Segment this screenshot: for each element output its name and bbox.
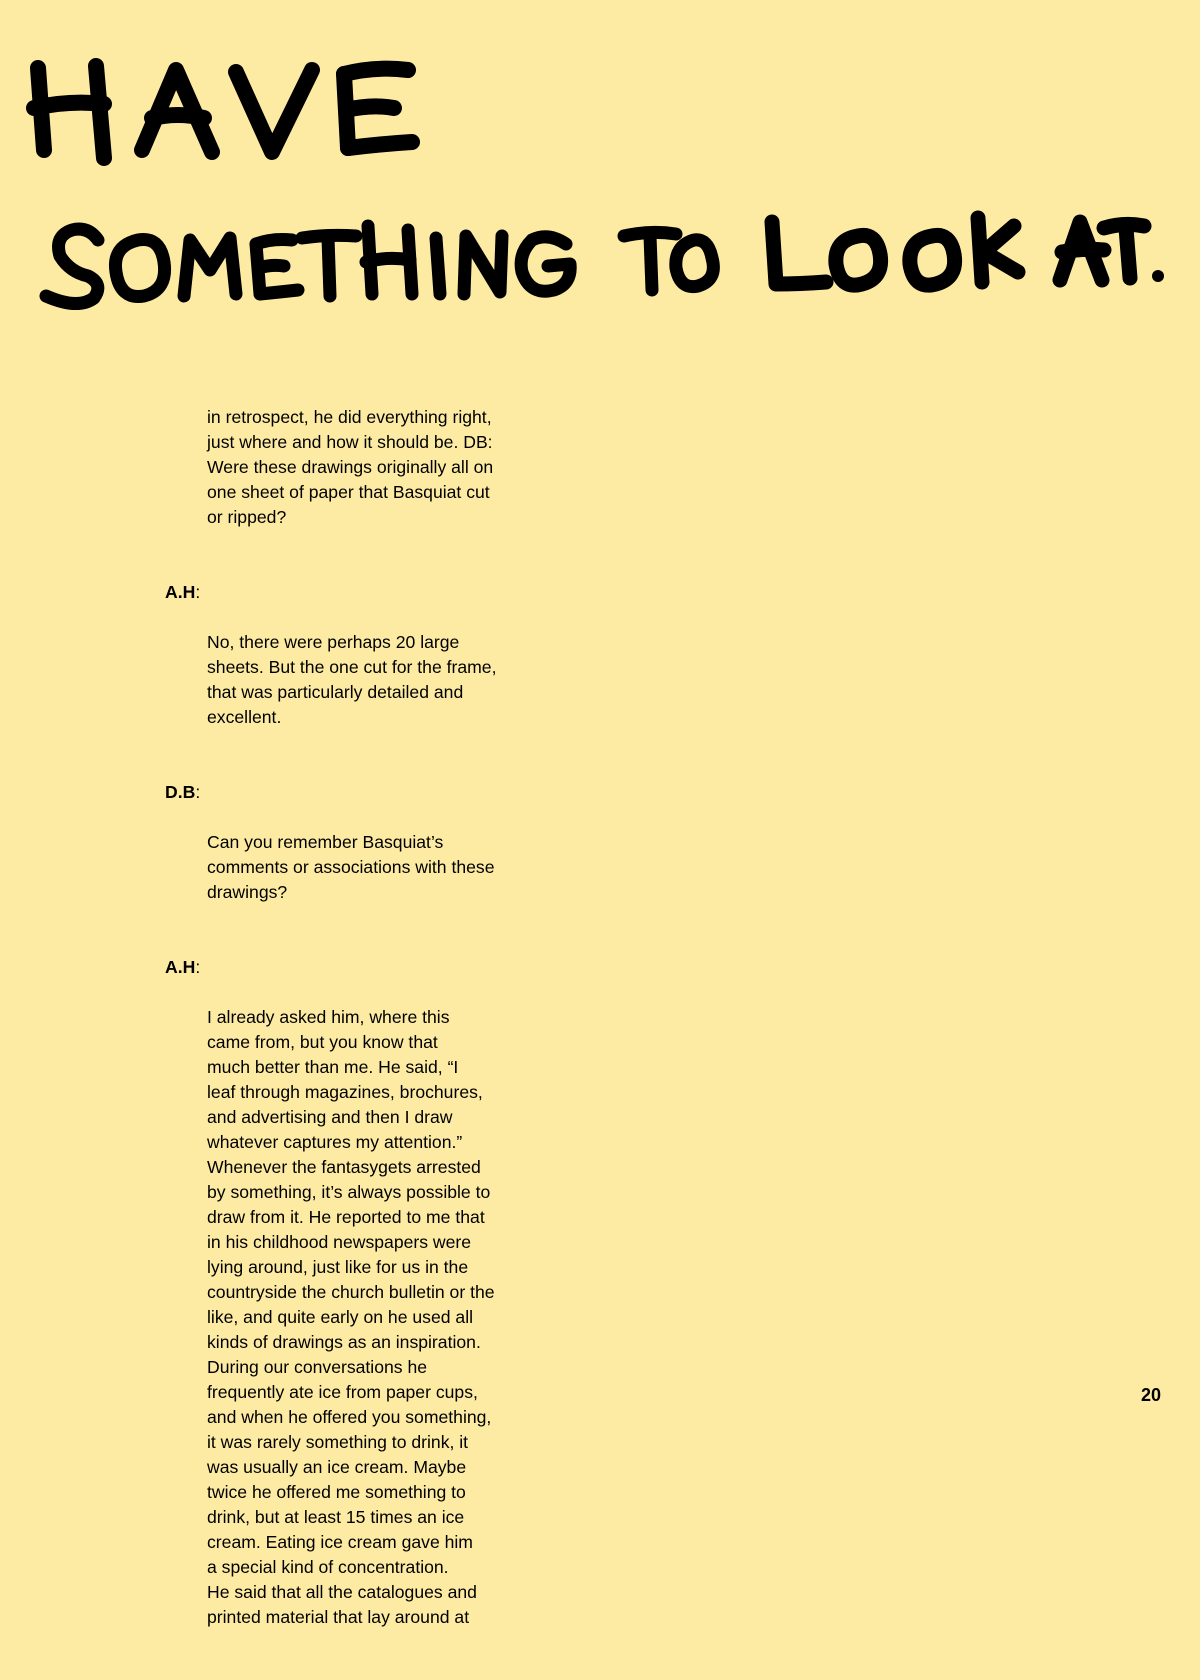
headline-period — [1152, 270, 1164, 282]
paragraph-text: Can you remember Basquiat’s comments or associations with these drawings? — [207, 832, 495, 902]
headline-word-look — [772, 218, 1018, 285]
paragraph-text: I already asked him, where this came from, but you know that much better than me. He said, “I leaf through magazines, brochures, and advertising and then I draw whatever captures my attention.” Whenever the fantasygets arrested by something, it’s always possible to draw from it. He reported to me that in his childhood newspapers were lying around, just like for us in the countryside the church bulletin or the like, and quite early on he used all kinds of drawings as an inspiration. During our conversations he frequently ate ice from paper cups, and when he offered you something, it was rarely something to drink, it was usually an ice cream. Maybe twice he offered me something to drink, but at least 15 times an ice cream. Eating ice cream gave him a special kind of concentration. He said that all the catalogues and printed material that lay around at — [207, 1007, 495, 1627]
headline-lettering — [0, 0, 1200, 340]
headline-word-have — [34, 66, 412, 158]
interview-paragraph — [165, 955, 545, 1655]
page-headline — [0, 0, 1200, 340]
headline-word-at — [1060, 222, 1144, 280]
interview-column — [165, 380, 545, 1680]
interview-paragraph — [165, 780, 545, 930]
paragraph-text: No, there were perhaps 20 large sheets. But the one cut for the frame, that was particularly detailed and excellent. — [207, 632, 497, 727]
speaker-label: A.H: — [165, 582, 201, 602]
speaker-label: A.H: — [165, 957, 201, 977]
interview-paragraph — [165, 580, 545, 755]
interview-paragraph — [165, 380, 545, 555]
page-number: 20 — [1140, 1385, 1161, 1405]
headline-word-something — [46, 226, 570, 304]
headline-word-to — [624, 232, 713, 290]
paragraph-text: in retrospect, he did everything right, just where and how it should be. DB: Were these drawings originally all on one sheet of paper that Basquiat cut or ripped? — [207, 407, 494, 527]
speaker-label: D.B: — [165, 782, 201, 802]
